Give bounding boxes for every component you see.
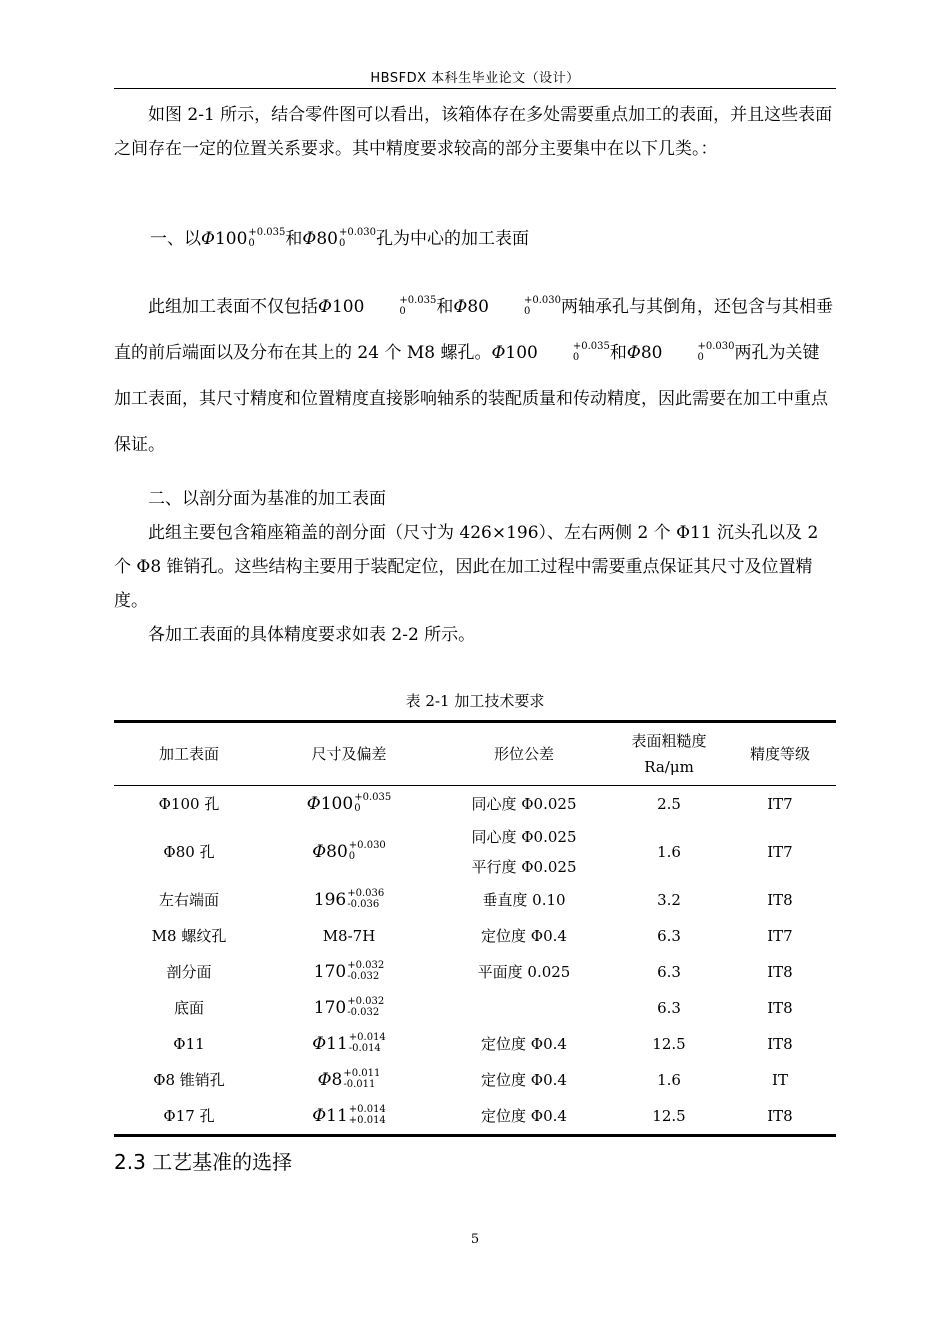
cell-form-tolerance: 平面度 0.025 xyxy=(477,963,571,981)
cell-surface: 底面 xyxy=(173,999,204,1017)
cell-form-tolerance: 垂直度 0.10 xyxy=(482,891,566,909)
cell-dimension: 170 +0.032 -0.032 xyxy=(313,996,385,1018)
cell-dimension: M8-7H xyxy=(322,927,376,945)
cell-roughness: 6.3 xyxy=(657,927,681,945)
header-grade: 精度等级 xyxy=(724,722,836,786)
requirements-table xyxy=(114,720,836,1137)
cell-roughness: 12.5 xyxy=(652,1035,686,1053)
cell-surface: Φ8 锥销孔 xyxy=(153,1071,225,1089)
section-heading: 2.3 工艺基准的选择 xyxy=(114,1150,293,1174)
cell-roughness: 2.5 xyxy=(657,795,681,813)
dim-phi100: Φ100 xyxy=(201,229,248,249)
cell-roughness: 6.3 xyxy=(657,999,681,1017)
cell-grade: IT8 xyxy=(767,1035,793,1053)
header-surface: 加工表面 xyxy=(114,722,264,786)
paragraph-block-1 xyxy=(114,98,836,166)
cell-grade: IT8 xyxy=(724,1098,836,1136)
header-form-tolerance: 形位公差 xyxy=(434,722,614,786)
table-caption: 表 2-1 加工技术要求 xyxy=(405,692,545,710)
subheading-1-block xyxy=(114,222,836,256)
cell-dimension: Φ100 +0.035 0 xyxy=(306,792,392,814)
cell-grade: IT8 xyxy=(767,999,793,1017)
header-dimension: 尺寸及偏差 xyxy=(264,722,434,786)
cell-surface: Φ100 孔 xyxy=(158,795,220,813)
table-row xyxy=(114,882,836,918)
header-rule xyxy=(114,88,836,89)
subheading-1: 一、以Φ100 +0.035 0 和Φ80 +0.030 0 孔为中心的加工表面 xyxy=(150,226,529,249)
cell-grade: IT7 xyxy=(767,795,793,813)
cell-grade: IT8 xyxy=(767,891,793,909)
cell-grade: IT7 xyxy=(767,843,793,861)
cell-dimension: Φ8 +0.011 -0.011 xyxy=(317,1068,381,1090)
running-header: HBSFDX 本科生毕业论文（设计） xyxy=(370,71,580,86)
header-roughness: 表面粗糙度 Ra/μm xyxy=(614,722,724,786)
cell-grade: IT7 xyxy=(767,927,793,945)
cell-dimension: 170 +0.032 -0.032 xyxy=(313,960,385,982)
cell-form-tolerance xyxy=(434,990,614,1026)
cell-form-tolerance: 定位度 Φ0.4 xyxy=(434,1098,614,1136)
cell-form-tolerance: 定位度 Φ0.4 xyxy=(481,1035,567,1053)
table-row xyxy=(114,1062,836,1098)
table-row xyxy=(114,822,836,882)
paragraph-block-2 xyxy=(114,284,836,468)
cell-dimension: 196 +0.036 -0.036 xyxy=(313,888,385,910)
cell-surface: 剖分面 xyxy=(166,963,212,981)
cell-grade: IT xyxy=(772,1071,788,1089)
cell-dimension: Φ80 +0.030 0 xyxy=(312,840,386,862)
cell-surface: 左右端面 xyxy=(158,891,219,909)
cell-roughness: 1.6 xyxy=(657,843,681,861)
table-header-row xyxy=(114,722,836,786)
paragraph-block-3 xyxy=(114,482,836,652)
cell-roughness: 12.5 xyxy=(614,1098,724,1136)
cell-form-tolerance: 定位度 Φ0.4 xyxy=(481,1071,567,1089)
cell-grade: IT8 xyxy=(767,963,793,981)
table-row xyxy=(114,990,836,1026)
paragraph-bearing-holes: 此组加工表面不仅包括Φ100 +0.035 0 和Φ80 +0.030 0 两轴承孔与其倒角，还包含与其相垂直的前后端面以及分布在其上的 24 个 M8 螺孔。Φ100 +0.035 0 和Φ80 +0.030 0 两孔为关键加工表面，其尺寸精度和位置精度直接影响轴系的装配质量和传动精度，因此需要在加工中重点保证。 xyxy=(114,294,833,455)
cell-surface: Φ17 孔 xyxy=(114,1098,264,1136)
table-row xyxy=(114,954,836,990)
paragraph-parting-surface: 此组主要包含箱座箱盖的剖分面（尺寸为 426×196）、左右两侧 2 个 Φ11 沉头孔以及 2 个 Φ8 锥销孔。这些结构主要用于装配定位，因此在加工过程中需要重点保证其尺寸及位置精度。 xyxy=(114,523,819,611)
paragraph-intro: 如图 2-1 所示，结合零件图可以看出，该箱体存在多处需要重点加工的表面，并且这些表面之间存在一定的位置关系要求。其中精度要求较高的部分主要集中在以下几类。： xyxy=(114,105,833,159)
dim-phi80: Φ80 xyxy=(302,229,338,249)
cell-roughness: 1.6 xyxy=(657,1071,681,1089)
cell-form-tolerance: 同心度 Φ0.025 xyxy=(471,795,577,813)
cell-dimension: Φ11 +0.014 -0.014 xyxy=(312,1032,386,1054)
cell-form-tolerance: 定位度 Φ0.4 xyxy=(481,927,567,945)
table-row xyxy=(114,1026,836,1062)
cell-dimension: Φ11 +0.014 +0.014 xyxy=(264,1098,434,1136)
cell-roughness: 6.3 xyxy=(657,963,681,981)
dim-phi100-tolerance: +0.035 0 xyxy=(248,226,286,249)
cell-surface: Φ11 xyxy=(173,1035,205,1053)
table-row xyxy=(114,1098,836,1136)
page-number: 5 xyxy=(470,1232,480,1247)
cell-roughness: 3.2 xyxy=(657,891,681,909)
paragraph-table-reference: 各加工表面的具体精度要求如表 2-2 所示。 xyxy=(148,625,476,645)
cell-surface: M8 螺纹孔 xyxy=(151,927,227,945)
table-row xyxy=(114,786,836,823)
subheading-1-pre: 一、以 xyxy=(150,229,201,249)
dim-phi80-tolerance: +0.030 0 xyxy=(338,226,376,249)
table-row xyxy=(114,918,836,954)
cell-form-tolerance: 同心度 Φ0.025 平行度 Φ0.025 xyxy=(471,828,577,876)
cell-surface: Φ80 孔 xyxy=(163,843,215,861)
subheading-2: 二、以剖分面为基准的加工表面 xyxy=(148,489,386,509)
